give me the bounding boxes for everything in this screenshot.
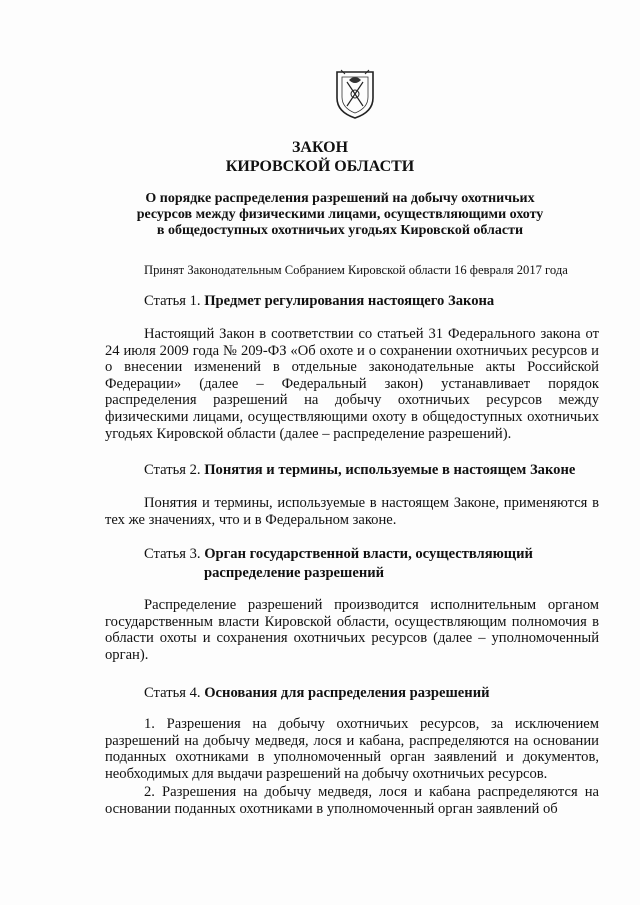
law-subject-line-2: ресурсов между физическими лицами, осуществляющими охоту (136, 207, 544, 222)
article-1-text: Настоящий Закон в соответствии со статьей 31 Федерального закона от 24 июля 2009 года № 209-ФЗ «Об охоте и о сохранении охотничьих ресурсов и о внесении изменений в отдельные законодательные акты Российской Федерации» (далее – Федеральный закон) устанавливает порядок распределения разрешений на добычу охотничьих ресурсов между физическими лицами, осуществляющими охоту в общедоступных охотничьих угодьях Кировской области (далее – распределение разрешений). (105, 326, 599, 442)
region-title: КИРОВСКОЙ ОБЛАСТИ (225, 158, 415, 175)
law-subject-line-1: О порядке распределения разрешений на добычу охотничьих (145, 191, 535, 206)
adoption-note: Принят Законодательным Собранием Кировской области 16 февраля 2017 года (144, 263, 568, 277)
article-number: Статья 3. (144, 546, 201, 562)
law-title: ЗАКОН (291, 139, 349, 156)
article-4-part-2: 2. Разрешения на добычу медведя, лося и кабана распределяются на основании поданных охотниками в уполномоченный орган заявлений об (105, 784, 599, 817)
article-4-heading (144, 685, 490, 702)
article-number: Статья 4. (144, 685, 201, 701)
article-3-heading (144, 546, 533, 563)
article-number: Статья 2. (144, 462, 201, 478)
article-title: Понятия и термины, используемые в настоящем Законе (204, 462, 576, 478)
article-3-heading-line-2: распределение разрешений (204, 565, 385, 581)
article-1-heading (144, 293, 494, 310)
article-2-text: Понятия и термины, используемые в настоящем Законе, применяются в тех же значениях, что и в Федеральном законе. (105, 495, 599, 528)
article-4-part-1: 1. Разрешения на добычу охотничьих ресурсов, за исключением разрешений на добычу медведя, лося и кабана, распределяются на основании поданных охотниками в уполномоченный орган заявлений и документов, необходимых для выдачи разрешений на добычу охотничьих ресурсов. (105, 716, 599, 782)
coat-of-arms-icon (333, 68, 377, 120)
article-2-heading (144, 462, 575, 479)
article-title: Основания для распределения разрешений (204, 685, 490, 701)
article-number: Статья 1. (144, 293, 201, 309)
article-title: Предмет регулирования настоящего Закона (204, 293, 495, 309)
article-title: Орган государственной власти, осуществляющий (204, 546, 533, 562)
article-3-text: Распределение разрешений производится исполнительным органом государственным власти Кировской области, осуществляющим полномочия в области охоты и сохранения охотничьих ресурсов (далее – уполномоченный орган). (105, 597, 599, 663)
law-subject-line-3: в общедоступных охотничьих угодьях Кировской области (156, 223, 524, 238)
